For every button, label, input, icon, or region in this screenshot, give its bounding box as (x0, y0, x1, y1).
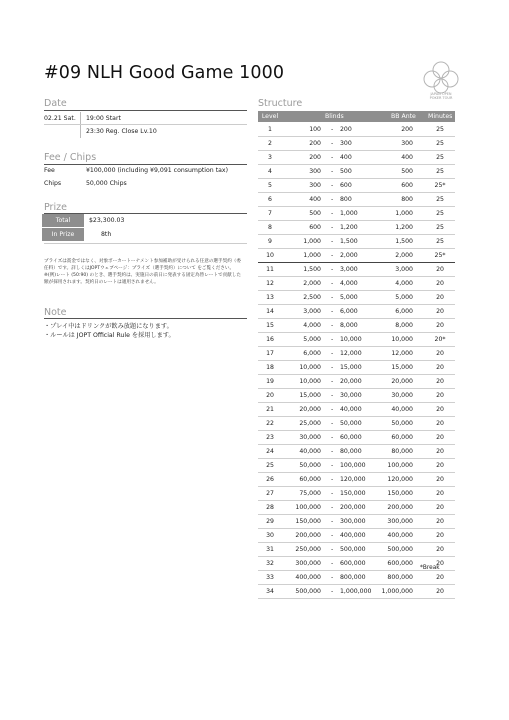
level-cell: 27 (266, 490, 274, 497)
big-blind-cell: 1,500 (340, 238, 358, 245)
blind-separator: - (331, 434, 334, 441)
blind-separator: - (331, 378, 334, 385)
table-row (258, 221, 455, 235)
table-row (258, 291, 455, 305)
structure-header-row (258, 111, 455, 122)
table-row (258, 515, 455, 529)
minutes-cell: 20 (436, 308, 444, 315)
minutes-cell: 20* (434, 336, 446, 343)
table-row (258, 417, 455, 431)
minutes-cell: 25 (436, 224, 444, 231)
level-cell: 24 (266, 448, 274, 455)
ante-cell: 40,000 (391, 406, 413, 413)
blind-separator: - (331, 490, 334, 497)
big-blind-cell: 500,000 (340, 546, 366, 553)
small-blind-cell: 3,000 (303, 308, 321, 315)
minutes-cell: 25 (436, 210, 444, 217)
note-item: ・ルールは JOPT Official Rule を採用します。 (44, 332, 175, 339)
minutes-cell: 20 (436, 448, 444, 455)
fee-chips-heading: Fee / Chips (44, 152, 97, 163)
ante-cell: 500,000 (387, 546, 413, 553)
level-cell: 34 (266, 588, 274, 595)
note-divider (44, 318, 247, 319)
blind-separator: - (331, 308, 334, 315)
table-row (258, 207, 455, 221)
level-cell: 16 (266, 336, 274, 343)
ante-cell: 1,500 (395, 238, 413, 245)
level-cell: 12 (266, 280, 274, 287)
small-blind-cell: 150,000 (295, 518, 321, 525)
blind-separator: - (331, 280, 334, 287)
minutes-cell: 20 (436, 476, 444, 483)
ante-cell: 300 (401, 140, 413, 147)
ante-cell: 300,000 (387, 518, 413, 525)
table-row (258, 487, 455, 501)
fee-divider (44, 164, 247, 165)
level-cell: 20 (266, 392, 274, 399)
big-blind-cell: 200,000 (340, 504, 366, 511)
small-blind-cell: 250,000 (295, 546, 321, 553)
level-cell: 2 (268, 140, 272, 147)
big-blind-cell: 12,000 (340, 350, 362, 357)
big-blind-cell: 300 (340, 140, 352, 147)
small-blind-cell: 20,000 (299, 406, 321, 413)
date-heading: Date (44, 98, 67, 109)
level-cell: 15 (266, 322, 274, 329)
small-blind-cell: 300 (309, 182, 321, 189)
blind-separator: - (331, 238, 334, 245)
ante-cell: 12,000 (391, 350, 413, 357)
minutes-cell: 20 (436, 378, 444, 385)
level-cell: 1 (268, 126, 272, 133)
blind-separator: - (331, 476, 334, 483)
big-blind-cell: 400,000 (340, 532, 366, 539)
minutes-cell: 25 (436, 238, 444, 245)
prize-total-value: $23,300.03 (89, 217, 125, 224)
ante-cell: 1,000 (395, 210, 413, 217)
big-blind-cell: 600 (340, 182, 352, 189)
ante-cell: 30,000 (391, 392, 413, 399)
minutes-cell: 20 (436, 546, 444, 553)
ante-cell: 500 (401, 168, 413, 175)
small-blind-cell: 10,000 (299, 364, 321, 371)
big-blind-cell: 600,000 (340, 560, 366, 567)
table-row (258, 319, 455, 333)
blind-separator: - (331, 294, 334, 301)
level-cell: 9 (268, 238, 272, 245)
level-cell: 33 (266, 574, 274, 581)
break-note: *Break (420, 565, 440, 571)
minutes-cell: 25 (436, 154, 444, 161)
table-row (258, 193, 455, 207)
minutes-cell: 25* (434, 252, 446, 259)
blind-separator: - (331, 196, 334, 203)
minutes-cell: 25 (436, 126, 444, 133)
small-blind-cell: 2,000 (303, 280, 321, 287)
small-blind-cell: 25,000 (299, 420, 321, 427)
small-blind-cell: 200 (309, 154, 321, 161)
small-blind-cell: 200,000 (295, 532, 321, 539)
ante-cell: 6,000 (395, 308, 413, 315)
minutes-cell: 25* (434, 182, 446, 189)
big-blind-cell: 40,000 (340, 406, 362, 413)
blind-separator: - (331, 392, 334, 399)
level-cell: 30 (266, 532, 274, 539)
table-row (258, 123, 455, 137)
ante-cell: 800,000 (387, 574, 413, 581)
big-blind-cell: 5,000 (340, 294, 358, 301)
blinds-column-header: Blinds (325, 112, 344, 120)
ante-cell: 4,000 (395, 280, 413, 287)
prize-total-label: Total (42, 214, 84, 227)
minutes-cell: 20 (436, 532, 444, 539)
ante-cell: 10,000 (391, 336, 413, 343)
ante-cell: 800 (401, 196, 413, 203)
big-blind-cell: 80,000 (340, 448, 362, 455)
ante-cell: 8,000 (395, 322, 413, 329)
big-blind-cell: 4,000 (340, 280, 358, 287)
big-blind-cell: 2,000 (340, 252, 358, 259)
big-blind-cell: 200 (340, 126, 352, 133)
big-blind-cell: 1,000 (340, 210, 358, 217)
table-row (258, 305, 455, 319)
small-blind-cell: 60,000 (299, 476, 321, 483)
blind-separator: - (331, 560, 334, 567)
ante-cell: 2,000 (395, 252, 413, 259)
table-row (258, 585, 455, 599)
ante-column-header: BB Ante (391, 112, 416, 120)
table-row (258, 263, 455, 277)
level-cell: 4 (268, 168, 272, 175)
structure-heading: Structure (258, 98, 303, 109)
blind-separator: - (331, 462, 334, 469)
fee-label: Fee (44, 167, 55, 174)
small-blind-cell: 200 (309, 140, 321, 147)
small-blind-cell: 10,000 (299, 378, 321, 385)
table-row (258, 473, 455, 487)
fee-value: ¥100,000 (including ¥9,091 consumption tax) (86, 167, 228, 174)
big-blind-cell: 1,000,000 (340, 588, 372, 595)
blind-separator: - (331, 504, 334, 511)
minutes-cell: 20 (436, 518, 444, 525)
level-cell: 3 (268, 154, 272, 161)
minutes-cell: 20 (436, 280, 444, 287)
blind-separator: - (331, 406, 334, 413)
level-cell: 13 (266, 294, 274, 301)
blind-separator: - (331, 252, 334, 259)
level-cell: 18 (266, 364, 274, 371)
minutes-cell: 20 (436, 420, 444, 427)
big-blind-cell: 6,000 (340, 308, 358, 315)
big-blind-cell: 15,000 (340, 364, 362, 371)
blind-separator: - (331, 574, 334, 581)
blind-separator: - (331, 154, 334, 161)
blind-separator: - (331, 518, 334, 525)
reg-close: 23:30 Reg. Close Lv.10 (86, 128, 157, 135)
start-time: 19:00 Start (86, 115, 121, 122)
ante-cell: 600 (401, 182, 413, 189)
big-blind-cell: 10,000 (340, 336, 362, 343)
level-cell: 14 (266, 308, 274, 315)
minutes-cell: 20 (436, 266, 444, 273)
ante-cell: 5,000 (395, 294, 413, 301)
ante-cell: 1,200 (395, 224, 413, 231)
small-blind-cell: 40,000 (299, 448, 321, 455)
table-row (258, 277, 455, 291)
level-cell: 22 (266, 420, 274, 427)
big-blind-cell: 20,000 (340, 378, 362, 385)
date-row-divider (44, 124, 247, 125)
ante-cell: 400 (401, 154, 413, 161)
table-row (258, 571, 455, 585)
small-blind-cell: 500,000 (295, 588, 321, 595)
minutes-cell: 20 (436, 588, 444, 595)
ante-cell: 80,000 (391, 448, 413, 455)
date-divider (44, 110, 247, 111)
minutes-cell: 20 (436, 294, 444, 301)
logo-text: JAPAN OPEN POKER TOUR (429, 92, 453, 100)
level-cell: 23 (266, 434, 274, 441)
ante-cell: 120,000 (387, 476, 413, 483)
big-blind-cell: 1,200 (340, 224, 358, 231)
level-cell: 29 (266, 518, 274, 525)
small-blind-cell: 400 (309, 196, 321, 203)
small-blind-cell: 30,000 (299, 434, 321, 441)
big-blind-cell: 100,000 (340, 462, 366, 469)
small-blind-cell: 1,000 (303, 238, 321, 245)
ante-cell: 15,000 (391, 364, 413, 371)
blind-separator: - (331, 140, 334, 147)
table-row (258, 445, 455, 459)
blind-separator: - (331, 126, 334, 133)
big-blind-cell: 150,000 (340, 490, 366, 497)
minutes-column-header: Minutes (428, 112, 453, 120)
table-row (258, 137, 455, 151)
minutes-cell: 20 (436, 392, 444, 399)
big-blind-cell: 120,000 (340, 476, 366, 483)
table-row (258, 179, 455, 193)
prize-bottom-divider (44, 243, 247, 244)
level-cell: 19 (266, 378, 274, 385)
small-blind-cell: 300,000 (295, 560, 321, 567)
small-blind-cell: 15,000 (299, 392, 321, 399)
blind-separator: - (331, 168, 334, 175)
table-row (258, 389, 455, 403)
level-cell: 17 (266, 350, 274, 357)
level-cell: 10 (266, 252, 274, 259)
small-blind-cell: 1,000 (303, 252, 321, 259)
blind-separator: - (331, 448, 334, 455)
big-blind-cell: 30,000 (340, 392, 362, 399)
big-blind-cell: 8,000 (340, 322, 358, 329)
level-cell: 6 (268, 196, 272, 203)
table-row (258, 165, 455, 179)
minutes-cell: 20 (436, 504, 444, 511)
ante-cell: 200,000 (387, 504, 413, 511)
level-cell: 8 (268, 224, 272, 231)
small-blind-cell: 400,000 (295, 574, 321, 581)
level-column-header: Level (261, 112, 279, 120)
table-row (258, 249, 455, 263)
blind-separator: - (331, 224, 334, 231)
prize-inprize-value: 8th (101, 231, 112, 238)
big-blind-cell: 800 (340, 196, 352, 203)
small-blind-cell: 300 (309, 168, 321, 175)
minutes-cell: 25 (436, 168, 444, 175)
blind-separator: - (331, 532, 334, 539)
level-cell: 31 (266, 546, 274, 553)
ante-cell: 3,000 (395, 266, 413, 273)
big-blind-cell: 3,000 (340, 266, 358, 273)
big-blind-cell: 60,000 (340, 434, 362, 441)
small-blind-cell: 4,000 (303, 322, 321, 329)
minutes-cell: 20 (436, 350, 444, 357)
blind-separator: - (331, 350, 334, 357)
ante-cell: 1,000,000 (381, 588, 413, 595)
ante-cell: 50,000 (391, 420, 413, 427)
big-blind-cell: 500 (340, 168, 352, 175)
level-cell: 7 (268, 210, 272, 217)
chips-value: 50,000 Chips (86, 180, 127, 187)
small-blind-cell: 100 (309, 126, 321, 133)
ante-cell: 20,000 (391, 378, 413, 385)
minutes-cell: 20 (436, 434, 444, 441)
blind-separator: - (331, 322, 334, 329)
level-cell: 28 (266, 504, 274, 511)
table-row (258, 431, 455, 445)
table-row (258, 235, 455, 249)
table-row (258, 501, 455, 515)
ante-cell: 60,000 (391, 434, 413, 441)
ante-cell: 100,000 (387, 462, 413, 469)
minutes-cell: 25 (436, 196, 444, 203)
blind-separator: - (331, 420, 334, 427)
small-blind-cell: 600 (309, 224, 321, 231)
table-row (258, 333, 455, 347)
blind-separator: - (331, 266, 334, 273)
ante-cell: 150,000 (387, 490, 413, 497)
level-cell: 5 (268, 182, 272, 189)
note-item: ・プレイ中はドリンクが飲み放題になります。 (44, 323, 173, 330)
minutes-cell: 20 (436, 406, 444, 413)
minutes-cell: 20 (436, 364, 444, 371)
minutes-cell: 20 (436, 490, 444, 497)
table-row (258, 151, 455, 165)
table-row (258, 543, 455, 557)
small-blind-cell: 2,500 (303, 294, 321, 301)
minutes-cell: 20 (436, 574, 444, 581)
prize-heading: Prize (44, 202, 67, 213)
ante-cell: 200 (401, 126, 413, 133)
blind-separator: - (331, 336, 334, 343)
small-blind-cell: 500 (309, 210, 321, 217)
minutes-cell: 20 (436, 462, 444, 469)
table-row (258, 459, 455, 473)
level-cell: 26 (266, 476, 274, 483)
table-row (258, 529, 455, 543)
minutes-cell: 25 (436, 140, 444, 147)
blind-separator: - (331, 546, 334, 553)
big-blind-cell: 50,000 (340, 420, 362, 427)
prize-inprize-label: In Prize (42, 228, 84, 241)
ante-cell: 600,000 (387, 560, 413, 567)
date-column-divider (80, 112, 81, 138)
small-blind-cell: 50,000 (299, 462, 321, 469)
ante-cell: 400,000 (387, 532, 413, 539)
small-blind-cell: 6,000 (303, 350, 321, 357)
level-cell: 21 (266, 406, 274, 413)
blind-separator: - (331, 210, 334, 217)
big-blind-cell: 300,000 (340, 518, 366, 525)
big-blind-cell: 400 (340, 154, 352, 161)
level-cell: 32 (266, 560, 274, 567)
table-row (258, 361, 455, 375)
small-blind-cell: 5,000 (303, 336, 321, 343)
small-blind-cell: 100,000 (295, 504, 321, 511)
table-row (258, 347, 455, 361)
big-blind-cell: 800,000 (340, 574, 366, 581)
minutes-cell: 20 (436, 322, 444, 329)
level-cell: 25 (266, 462, 274, 469)
blind-separator: - (331, 588, 334, 595)
prize-disclaimer: プライズは賞金ではなく、対象ポーカートーナメント参加補助が受けられる任意の選手契約（委任料）です。詳しくはJOPTウェブページ：プライズ（選手契約）について をご覧ください。※(例)レート (50:90) のとき、選手契約は、実施日の前日に発表する固定為替レートで貢献した額が採用されます。契約日のレートは適用されません。 (44, 259, 241, 285)
note-heading: Note (44, 307, 67, 318)
blind-separator: - (331, 364, 334, 371)
minutes-cell: 20 (436, 560, 444, 567)
small-blind-cell: 75,000 (299, 490, 321, 497)
table-row (258, 375, 455, 389)
date-day: 02.21 Sat. (44, 115, 76, 122)
level-cell: 11 (266, 266, 274, 273)
page-title: #09 NLH Good Game 1000 (44, 63, 285, 83)
table-row (258, 403, 455, 417)
small-blind-cell: 1,500 (303, 266, 321, 273)
blind-separator: - (331, 182, 334, 189)
chips-label: Chips (44, 180, 62, 187)
